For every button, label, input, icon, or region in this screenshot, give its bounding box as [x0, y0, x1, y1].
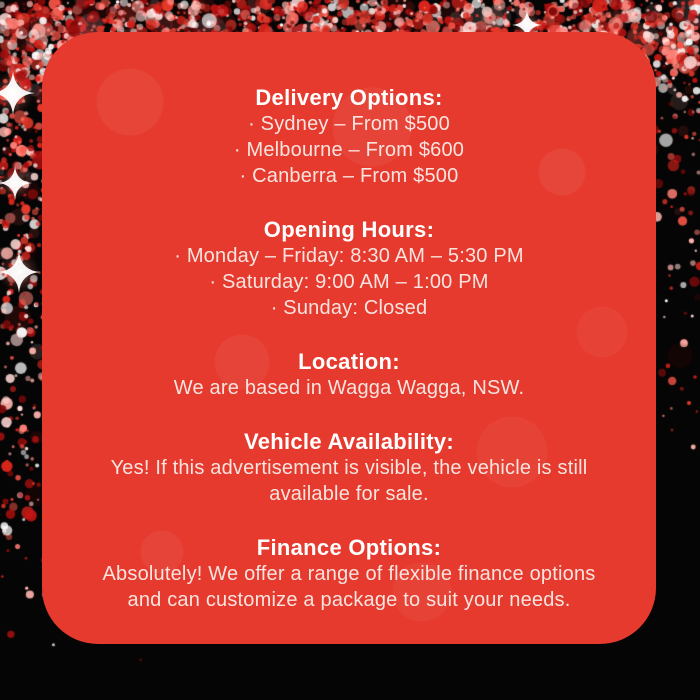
delivery-line-canberra: · Canberra – From $500 — [239, 165, 459, 187]
opening-hours-title: Opening Hours: — [263, 217, 435, 242]
hours-line-saturday: · Saturday: 9:00 AM – 1:00 PM — [209, 271, 489, 293]
info-card — [42, 32, 656, 644]
vehicle-availability-title: Vehicle Availability: — [243, 429, 455, 454]
delivery-line-melbourne: · Melbourne – From $600 — [233, 139, 465, 161]
section-delivery-options — [42, 85, 656, 189]
availability-line-1: Yes! If this advertisement is visible, the vehicle is still — [110, 457, 588, 479]
finance-line-1: Absolutely! We offer a range of flexible finance options — [102, 563, 596, 585]
section-location — [42, 349, 656, 401]
section-opening-hours — [42, 217, 656, 321]
location-title: Location: — [298, 349, 400, 374]
hours-line-weekdays: · Monday – Friday: 8:30 AM – 5:30 PM — [174, 245, 524, 267]
sparkle-glint-icon — [0, 166, 32, 200]
hours-line-sunday: · Sunday: Closed — [270, 297, 428, 319]
delivery-line-sydney: · Sydney – From $500 — [248, 113, 450, 135]
sparkle-glint-icon — [0, 71, 35, 115]
finance-line-2: and can customize a package to suit your needs. — [127, 589, 571, 611]
delivery-options-title: Delivery Options: — [255, 85, 443, 110]
section-vehicle-availability — [42, 429, 656, 507]
availability-line-2: available for sale. — [269, 483, 429, 505]
sparkle-glint-icon — [0, 251, 40, 293]
location-line: We are based in Wagga Wagga, NSW. — [173, 377, 525, 399]
section-finance-options — [42, 535, 656, 613]
finance-options-title: Finance Options: — [256, 535, 442, 560]
